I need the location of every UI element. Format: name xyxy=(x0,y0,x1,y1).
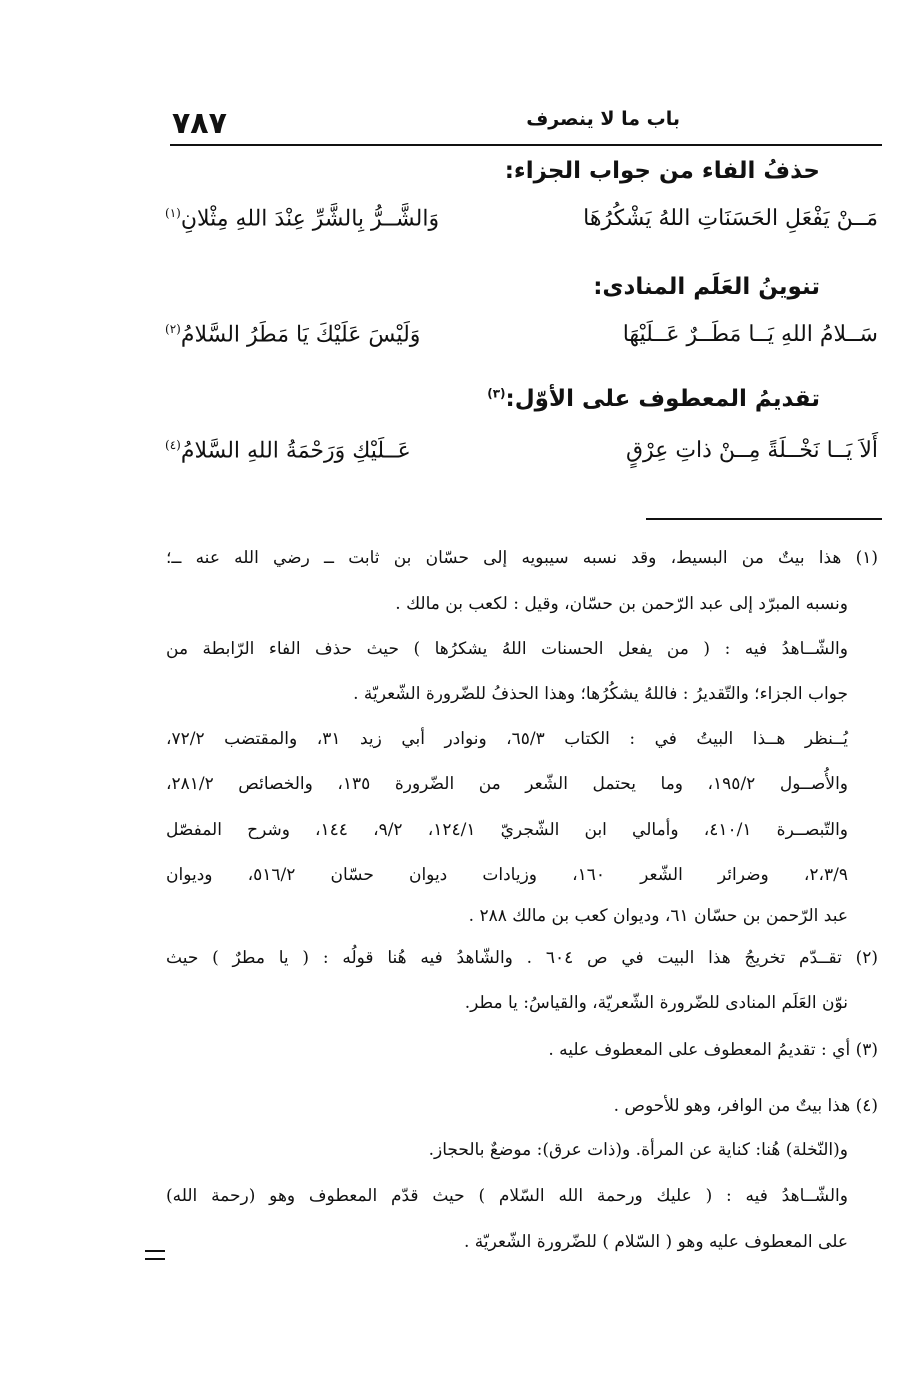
footnote-line: (٢) تقــدّم تخريجُ هذا البيت في ص ٦٠٤ . والشّاهدُ فيه هُنا قولُه : ( يا مطرٌ ) حيث xyxy=(166,948,878,968)
footnote-ref: (٤) xyxy=(165,438,181,452)
footnote-line: ٢،٣/٩، وضرائر الشّعر ١٦٠، وزيادات ديوان حسّان ٥١٦/٢، وديوان xyxy=(166,865,848,885)
verse-second-text: وَلَيْسَ عَلَيْكَ يَا مَطَرُ السَّلامُ xyxy=(180,322,421,348)
footnote-ref: (١) xyxy=(165,206,181,220)
footnote-line: يُــنظر هــذا البيتُ في : الكتاب ٦٥/٣، ونوادر أبي زيد ٣١، والمقتضب ٧٢/٢، xyxy=(166,729,848,749)
footnote-line: ونسبه المبرّد إلى عبد الرّحمن بن حسّان، وقيل : لكعب بن مالك . xyxy=(395,594,848,614)
verse-second-text: عَــلَيْكِ وَرَحْمَةُ اللهِ السَّلامُ xyxy=(180,438,411,464)
footnote-line: (١) هذا بيتٌ من البسيط، وقد نسبه سيبويه إلى حسّان بن ثابت ــ رضي الله عنه ــ؛ xyxy=(166,548,878,568)
footnote-line: (٣) أي : تقديمُ المعطوف على المعطوف عليه . xyxy=(548,1040,878,1060)
footnote-line: على المعطوف عليه وهو ( السّلام ) للضّرورة الشّعريّة . xyxy=(464,1232,848,1252)
footnote-separator xyxy=(646,518,882,520)
verse-first-hemistich: سَــلامُ اللهِ يَــا مَطَــرٌ عَــلَيْهَا xyxy=(622,322,878,347)
section-heading xyxy=(487,386,820,412)
footnote-line: عبد الرّحمن بن حسّان ٦١، وديوان كعب بن مالك ٢٨٨ . xyxy=(468,906,848,926)
section-heading: تنوينُ العَلَم المنادى: xyxy=(593,274,820,300)
footnote-ref: (٣) xyxy=(487,386,506,401)
header-rule xyxy=(170,144,882,146)
footnote-line: والأُصــول ١٩٥/٢، وما يحتمل الشّعر من الضّرورة ١٣٥، والخصائص ٢٨١/٢، xyxy=(166,774,848,794)
footnote-line: (٤) هذا بيتٌ من الوافر، وهو للأحوص . xyxy=(613,1096,878,1116)
verse-first-hemistich: أَلاَ يَــا نَخْــلَةً مِــنْ ذاتِ عِرْقٍ xyxy=(625,438,878,463)
verse-second-hemistich xyxy=(165,438,411,463)
verse-first-hemistich: مَــنْ يَفْعَلِ الحَسَنَاتِ اللهُ يَشْكُرُهَا xyxy=(583,206,878,231)
verse-second-hemistich xyxy=(165,322,420,347)
verse-second-text: وَالشَّــرُّ بِالشَّرِّ عِنْدَ اللهِ مِثْلانِ xyxy=(180,206,440,232)
footnote-line: والشّــاهدُ فيه : ( عليك ورحمة الله السّلام ) حيث قدّم المعطوف وهو (رحمة الله) xyxy=(166,1186,848,1206)
footnote-line: و(النّخلة) هُنا: كناية عن المرأة. و(ذات عرق): موضعٌ بالحجاز. xyxy=(428,1140,848,1160)
continuation-mark xyxy=(145,1250,165,1260)
section-heading: حذفُ الفاء من جواب الجزاء: xyxy=(504,158,820,184)
section-heading-text: تقديمُ المعطوف على الأوّل: xyxy=(505,386,820,412)
page-number: ٧٨٧ xyxy=(172,106,227,141)
footnote-line: نوّن العَلَم المنادى للضّرورة الشّعريّة، والقياسُ: يا مطر. xyxy=(464,993,848,1013)
footnote-ref: (٢) xyxy=(165,322,181,336)
running-title: باب ما لا ينصرف xyxy=(526,108,680,130)
footnote-line: والشّــاهدُ فيه : ( من يفعل الحسنات اللهُ يشكرُها ) حيث حذف الفاء الرّابطة من xyxy=(166,639,848,659)
verse-second-hemistich xyxy=(165,206,439,231)
footnote-line: جواب الجزاء؛ والتّقديرُ : فاللهُ يشكُرُها؛ وهذا الحذفُ للضّرورة الشّعريّة . xyxy=(353,684,848,704)
footnote-line: والتّبصــرة ٤١٠/١، وأمالي ابن الشّجريّ ١٢٤/١، ٩/٢، ١٤٤، وشرح المفصّل xyxy=(166,820,849,840)
